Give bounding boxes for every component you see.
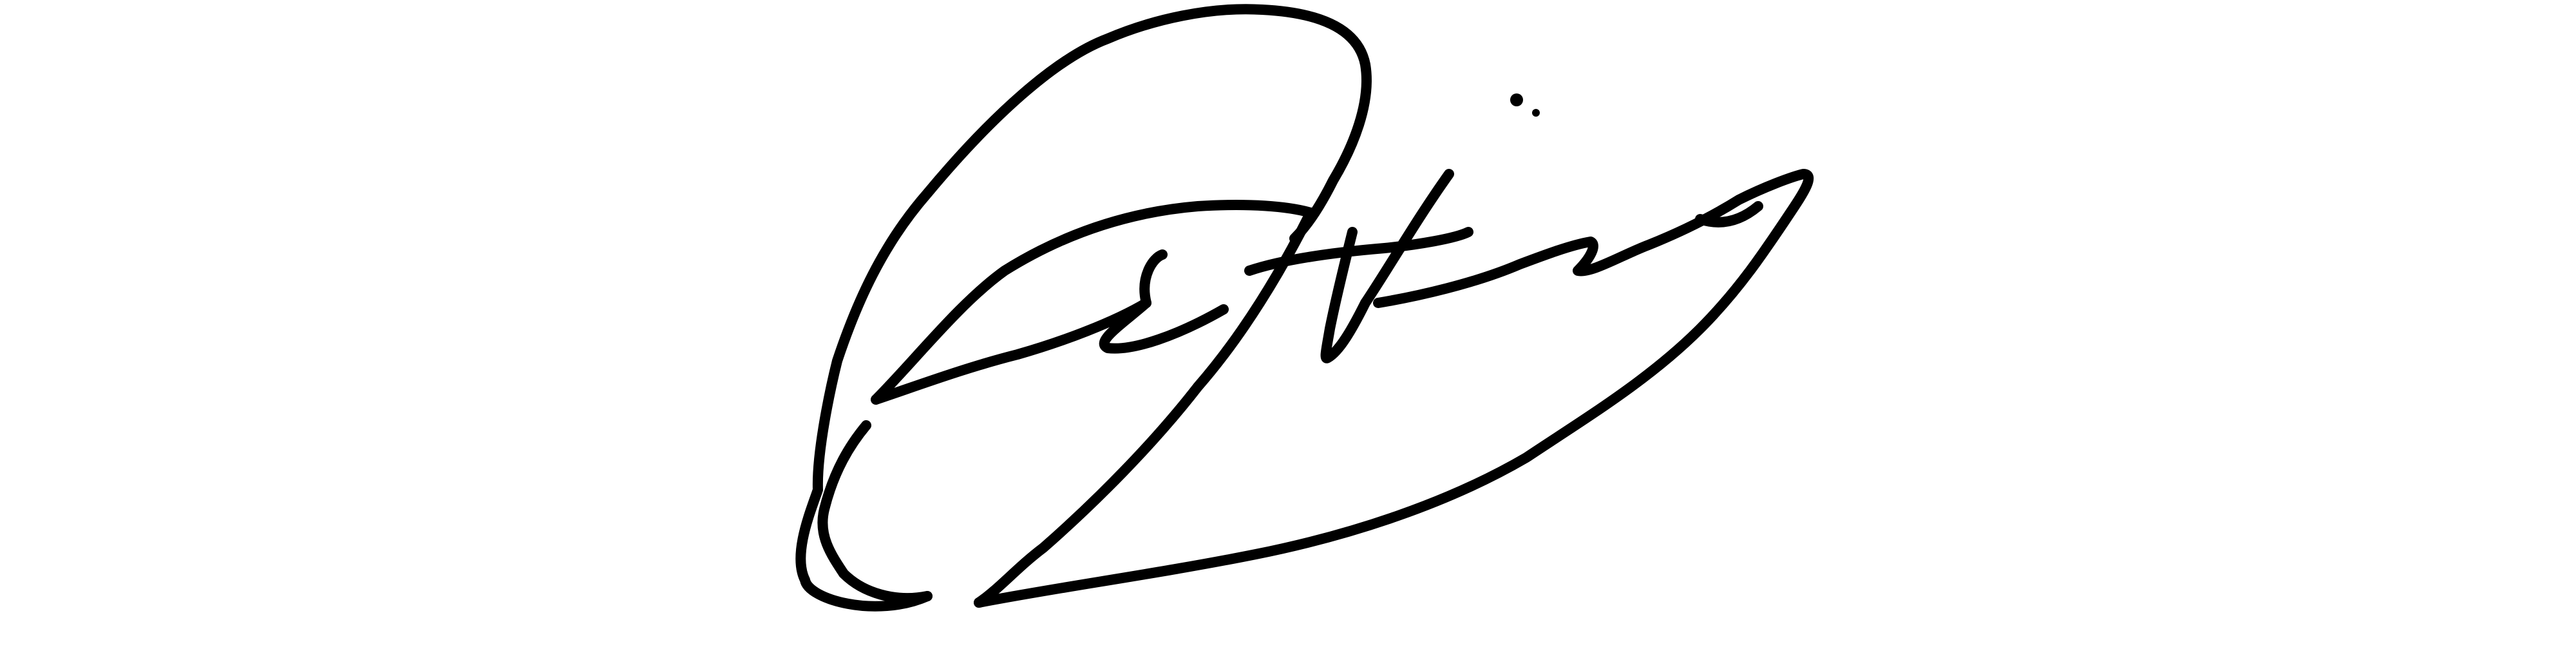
signature-middle-loop <box>876 205 1311 400</box>
signature-tall-stroke <box>1326 174 1449 358</box>
signature-inner-hook <box>1104 255 1224 349</box>
signature-dot-speck <box>1532 109 1540 117</box>
signature-cross-stroke <box>1249 232 1468 271</box>
signature-flourish <box>979 174 1808 603</box>
signature-dot <box>1510 93 1523 106</box>
signature-lower-bowl <box>822 425 927 598</box>
